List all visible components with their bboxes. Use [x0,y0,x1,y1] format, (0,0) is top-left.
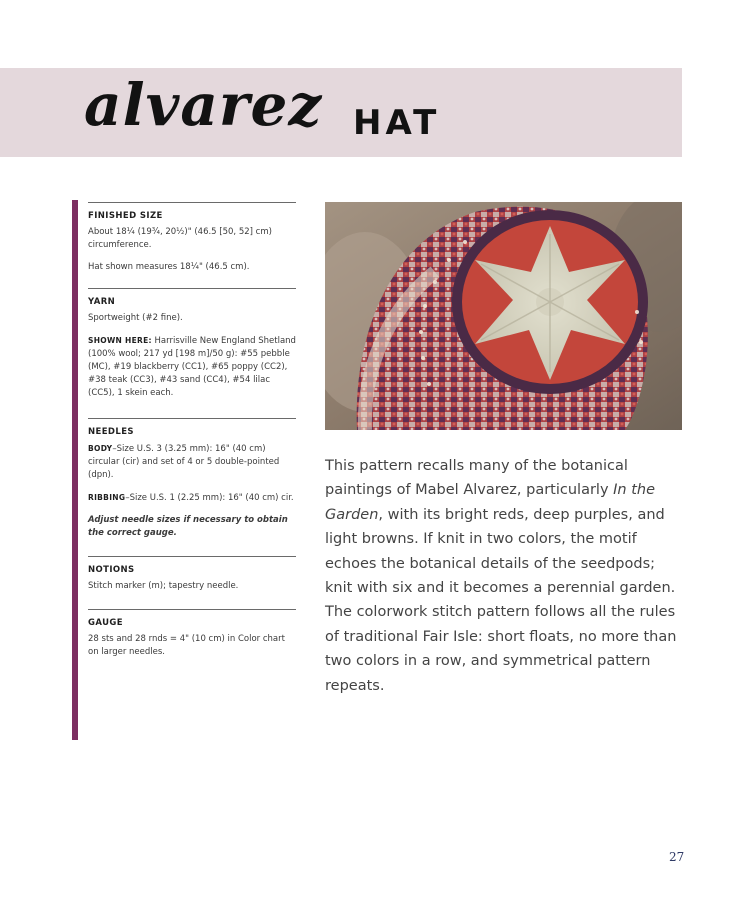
ribbing-text: –Size U.S. 1 (2.25 mm): 16" (40 cm) cir. [125,493,294,503]
finished-size-shown: Hat shown measures 18¼" (46.5 cm). [88,262,250,272]
notions-section [88,556,296,593]
pattern-title: alvarez [84,71,323,139]
needles-heading: NEEDLES [88,427,134,437]
yarn-shown-here [88,334,296,400]
yarn-heading: YARN [88,297,116,307]
gauge-section [88,609,296,659]
intro-italic-title: In the Garden [325,482,656,523]
body-text: –Size U.S. 3 (3.25 mm): 16" (40 cm) circular (cir) and set of 4 or 5 double-pointed (dpn). [88,444,280,480]
shown-here-label: SHOWN HERE: [88,336,152,345]
needles-note: Adjust needle sizes if necessary to obtain the correct gauge. [88,515,288,538]
finished-size-text: About 18¼ (19¾, 20½)" (46.5 [50, 52] cm) circumference. [88,227,272,250]
intro-part2: , with its bright reds, deep purples, and light browns. If knit in two colors, the motif echoes the botanical details of the seedpods; knit with six and it becomes a perennial garden. The colorwork stitch pattern follows all the rules of traditional Fair Isle: short floats, no more than two colors in a row, and symmetrical pattern repeats. [325,506,677,694]
gauge-text: 28 sts and 28 rnds = 4" (10 cm) in Color chart on larger needles. [88,634,285,657]
needles-section [88,418,296,540]
gauge-heading: GAUGE [88,618,123,628]
finished-size-section [88,202,296,274]
yarn-weight: Sportweight (#2 fine). [88,313,183,323]
needles-ribbing [88,491,296,505]
ribbing-label: RIBBING [88,493,126,502]
notions-heading: NOTIONS [88,565,135,575]
hat-photo [325,202,682,430]
specs-sidebar [88,202,296,668]
notions-text: Stitch marker (m); tapestry needle. [88,581,239,591]
finished-size-heading: FINISHED SIZE [88,211,163,221]
accent-bar [72,200,78,740]
shown-here-text: Harrisville New England Shetland (100% wool; 217 yd [198 m]/50 g): #55 pebble (MC), #19 blackberry (CC1), #65 poppy (CC2), #38 teak (CC3), #43 sand (CC4), #54 lilac (CC5), 1 skein each. [88,336,296,398]
pattern-subtitle: HAT [353,103,441,143]
intro-paragraph [325,454,685,698]
intro-part1: This pattern recalls many of the botanical paintings of Mabel Alvarez, particularly [325,458,628,499]
hat-photo-illustration [325,202,682,430]
needles-body [88,442,296,482]
yarn-section [88,288,296,400]
page-number: 27 [669,850,685,864]
body-label: BODY [88,444,113,453]
